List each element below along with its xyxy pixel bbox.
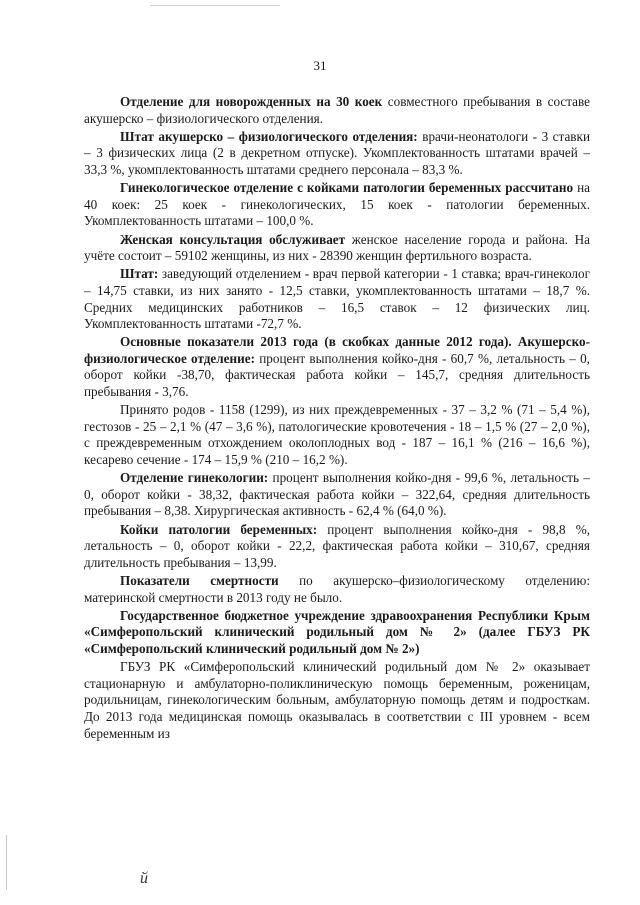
paragraph-text: заведующий отделением - врач первой категории - 1 ставка; врач-гинеколог – 14,75 ставки, из них занято - 12,5 ставки, укомплектованность штатами – 18,7 %. Средних медицинских работников – 16,5 ставок – 12 физических лиц. Укомплектованность штатами -72,7 %.	[84, 266, 590, 332]
page-number: 31	[313, 58, 327, 73]
paragraph-main-indicators	[84, 334, 590, 400]
paragraph-mortality	[84, 573, 590, 606]
paragraph-text: ГБУЗ РК «Симферопольский клинический родильный дом № 2» оказывает стационарную и амбулаторно-поликлиническую помощь беременным, роженицам, родильницам, гинекологическим больным, амбулаторную помощь детям и подросткам. До 2013 года медицинская помощь оказывалась в соответствии с III уровнем - всем беременным из	[84, 659, 590, 741]
paragraph-institution-services	[84, 659, 590, 742]
paragraph-gynecology-department	[84, 180, 590, 230]
paragraph-heading: Гинекологическое отделение с койками патологии беременных рассчитано	[120, 180, 574, 196]
paragraph-heading: Государственное бюджетное учреждение здравоохранения Республики Крым «Симферопольский клинический родильный дом № 2» (далее ГБУЗ РК «Симферопольский клинический родильный дом № 2»)	[84, 607, 590, 656]
paragraph-text: женское население города и района. На учёте состоит – 59102 женщины, из них - 28390 женщин фертильного возраста.	[84, 231, 590, 264]
paragraph-text: на 40 коек: 25 коек - гинекологических, 15 коек - патологии беременных. Укомплектованность штатами – 100,0 %.	[84, 180, 591, 229]
paragraph-text: врачи-неонатологи - 3 ставки – 3 физических лица (2 в декретном отпуске). Укомплектованность штатами врачей – 33,3 %, укомплектованность штатами среднего персонала – 83,3 %.	[84, 128, 590, 177]
handwritten-mark: й	[140, 870, 148, 887]
paragraph-heading: Штат акушерско – физиологического отделения:	[120, 128, 418, 144]
paragraph-pregnancy-pathology-beds	[84, 522, 590, 572]
section-heading-institution	[84, 608, 590, 658]
paragraph-heading: Женская консультация обслуживает	[120, 231, 346, 247]
paragraph-consultation-staff	[84, 266, 590, 332]
paragraph-births	[84, 402, 590, 468]
paragraph-text: процент выполнения койко-дня - 60,7 %, летальность – 0, оборот койки -38,70, фактическая работа койки – 145,7, средняя длительность пребывания - 3,76.	[84, 350, 590, 400]
paragraph-gynecology-indicators	[84, 470, 590, 520]
paragraph-text: Принято родов - 1158 (1299), из них преждевременных - 37 – 3,2 % (71 – 5,4 %), гестозов - 25 – 2,1 % (47 – 3,6 %), патологические кровотечения - 18 – 1,5 % (27 – 2,0 %), с преждевременным отхождением околоплодных вод - 187 – 16,1 % (216 – 16,6 %), кесарево сечение - 174 – 15,9 % (210 – 16,2 %).	[84, 402, 590, 468]
document-body	[84, 94, 590, 744]
paragraph-heading: Показатели смертности	[120, 572, 279, 588]
scan-top-rule	[150, 5, 280, 6]
paragraph-text: по акушерско–физиологическому отделению: материнской смертности в 2013 году не было.	[84, 572, 590, 605]
paragraph-heading: Койки патологии беременных:	[120, 521, 318, 537]
scan-edge-mark	[6, 835, 7, 890]
paragraph-womens-consultation	[84, 232, 590, 265]
paragraph-heading: Штат:	[120, 266, 159, 282]
paragraph-text: процент выполнения койко-дня - 98,8 %, летальность – 0, оборот койки - 22,2, фактическая работа койки – 310,67, средняя длительность пребывания – 13,99.	[84, 521, 590, 570]
paragraph-heading: Отделение гинекологии:	[120, 470, 269, 486]
paragraph-heading: Отделение для новорожденных на 30 коек	[120, 94, 383, 109]
paragraph-newborn-department	[84, 94, 590, 127]
paragraph-text: процент выполнения койко-дня - 99,6 %, летальность – 0, оборот койки - 38,32, фактическая работа койки – 322,64, средняя длительность пребывания – 8,38. Хирургическая активность - 62,4 % (64,0 %).	[84, 470, 590, 519]
paragraph-heading: Основные показатели 2013 года (в скобках данные 2012 года). Акушерско-физиологическое отделение:	[84, 334, 590, 366]
paragraph-text: совместного пребывания в составе акушерско – физиологического отделения.	[84, 94, 590, 126]
paragraph-obstetric-staff	[84, 129, 590, 179]
